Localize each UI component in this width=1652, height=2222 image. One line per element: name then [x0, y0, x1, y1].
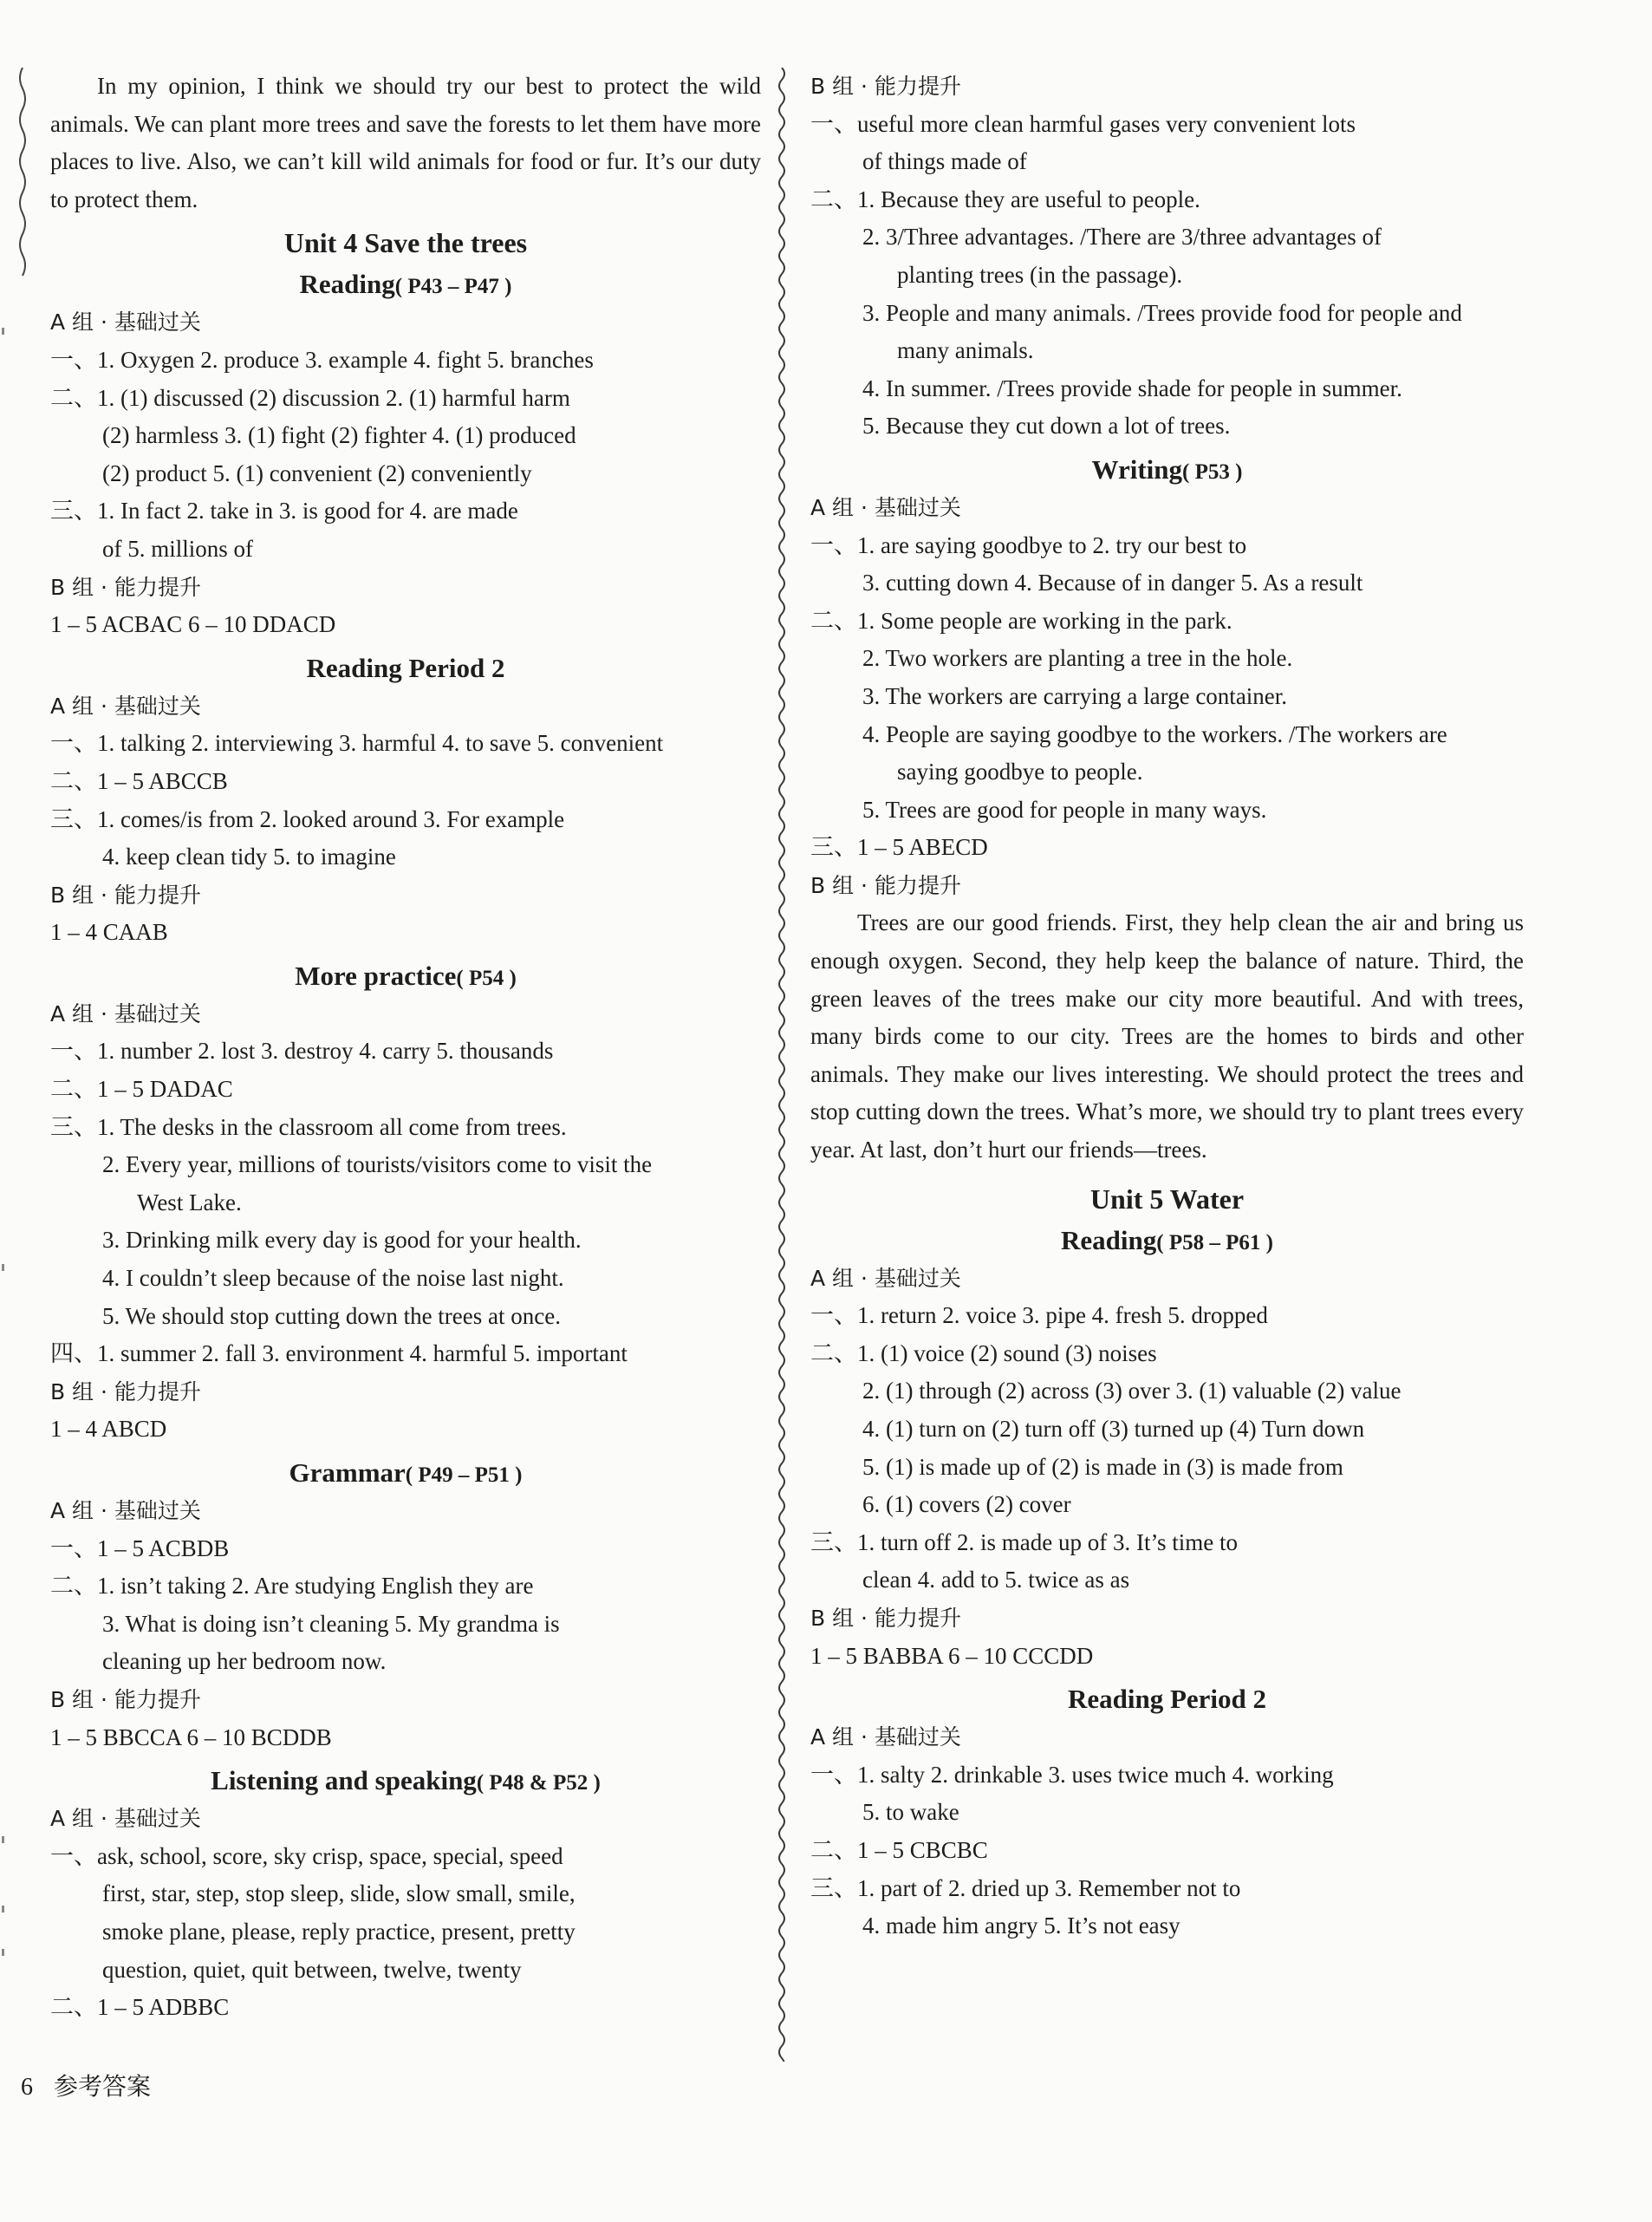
answer-text: 1. salty 2. drinkable 3. uses twice much 4. working [857, 1761, 1334, 1788]
answer-row [50, 1033, 761, 1071]
answer-row [810, 295, 1524, 333]
answer-text: 1. are saying goodbye to 2. try our best to [857, 531, 1247, 558]
group-label-a: A 组 · 基础过关 [50, 1498, 201, 1523]
answer-text: 1 – 5 ABCCB [97, 767, 228, 794]
answer-row [810, 370, 1524, 408]
group-label-b: B 组 · 能力提升 [50, 882, 201, 908]
item-number: 一、 [50, 1038, 97, 1065]
answer-row [50, 455, 761, 493]
group-label-a: A 组 · 基础过关 [50, 1000, 201, 1026]
section-pages: ( P58 – P61 ) [1156, 1230, 1273, 1254]
answer-text: 1 – 4 ABCD [50, 1416, 167, 1443]
answer-row [50, 1222, 761, 1260]
section-title-text: More practice [295, 960, 457, 991]
answer-row [50, 492, 761, 531]
group-label-a: A 组 · 基础过关 [810, 1265, 961, 1291]
section-title-listening [50, 1756, 761, 1800]
answer-row [810, 1907, 1524, 1945]
answer-text: 1 – 5 ACBDB [97, 1535, 230, 1561]
answer-text: 1. return 2. voice 3. pipe 4. fresh 5. dropped [857, 1302, 1268, 1329]
left-column [50, 68, 761, 2027]
answer-text: 1 – 5 ABECD [857, 834, 988, 861]
answer-row [50, 417, 761, 455]
right-column [810, 68, 1524, 1945]
group-label-a: A 组 · 基础过关 [50, 1806, 201, 1832]
answer-text: 2. (1) through (2) across (3) over 3. (1) valuable (2) value [862, 1378, 1402, 1404]
answer-text: 1. isn’t taking 2. Are studying English they are [97, 1573, 534, 1600]
answer-text: of things made of [862, 148, 1027, 175]
answer-row [810, 527, 1524, 565]
section-title-reading-period-2: Reading Period 2 [306, 652, 505, 683]
answer-row [810, 143, 1524, 181]
item-number: 二、 [810, 1836, 857, 1863]
answer-text: 4. keep clean tidy 5. to imagine [102, 844, 396, 870]
answer-row [810, 407, 1524, 446]
section-pages: ( P48 & P52 ) [476, 1771, 601, 1795]
group-label-b: B 组 · 能力提升 [50, 1378, 201, 1404]
answer-text: 3. The workers are carrying a large container. [862, 682, 1288, 709]
answer-text: 3. People and many animals. /Trees provide food for people and [862, 299, 1462, 326]
answer-row [50, 1719, 761, 1757]
answer-row [50, 1335, 761, 1373]
answer-row [810, 1411, 1524, 1449]
item-number: 三、 [810, 1874, 857, 1901]
section-title-grammar [50, 1449, 761, 1492]
answer-row [50, 1989, 761, 2027]
answer-text: 5. We should stop cutting down the trees at once. [102, 1302, 561, 1329]
answer-text: 1. Some people are working in the park. [857, 607, 1232, 634]
answer-text: 1. (1) discussed (2) discussion 2. (1) harmful harm [97, 384, 570, 411]
answer-row [810, 332, 1524, 370]
answer-row [810, 1297, 1524, 1335]
answer-row [50, 1411, 761, 1449]
answer-row [50, 1643, 761, 1681]
section-title-text: Writing [1091, 453, 1183, 485]
answer-row [810, 1794, 1524, 1832]
answer-text: 4. I couldn’t sleep because of the noise last night. [102, 1265, 564, 1292]
item-number: 一、 [50, 730, 97, 757]
answer-text: first, star, step, stop sleep, slide, slow small, smile, [102, 1880, 576, 1907]
answer-text: 1. summer 2. fall 3. environment 4. harmful 5. important [97, 1340, 628, 1367]
item-number: 三、 [810, 1528, 857, 1555]
section-title-reading-period-2: Reading Period 2 [1067, 1684, 1267, 1715]
answer-row [50, 1298, 761, 1336]
left-edge-marks [0, 68, 31, 2062]
item-number: 三、 [50, 1113, 97, 1140]
group-label-b: B 组 · 能力提升 [810, 872, 961, 898]
group-label-a: A 组 · 基础过关 [810, 1724, 961, 1750]
answer-row [50, 1530, 761, 1568]
section-title-text: Listening and speaking [211, 1765, 477, 1796]
answer-text: 1 – 5 BBCCA 6 – 10 BCDDB [50, 1724, 332, 1750]
section-pages: ( P53 ) [1182, 459, 1243, 484]
answer-text: 1 – 5 DADAC [97, 1076, 233, 1103]
answer-row [810, 1486, 1524, 1524]
answer-text: smoke plane, please, reply practice, present, pretty [102, 1918, 576, 1945]
item-number: 二、 [810, 1339, 857, 1366]
unit4-title: Unit 4 Save the trees [283, 227, 528, 259]
answer-row [50, 1838, 761, 1876]
answer-row [810, 716, 1524, 754]
answer-row [810, 1335, 1524, 1373]
answer-text: 1. comes/is from 2. looked around 3. For example [97, 805, 565, 832]
item-number: 一、 [50, 1842, 97, 1869]
answer-text: cleaning up her bedroom now. [102, 1648, 387, 1675]
answer-text: (2) harmless 3. (1) fight (2) fighter 4. (1) produced [102, 422, 576, 449]
answer-text: 1 – 5 BABBA 6 – 10 CCCDD [810, 1642, 1094, 1669]
answer-row [50, 725, 761, 763]
answer-text: 2. Every year, millions of tourists/visitors come to visit the [102, 1151, 653, 1178]
answer-row [50, 838, 761, 876]
answer-row [810, 564, 1524, 603]
answer-row [50, 1260, 761, 1298]
answer-text: 3. Drinking milk every day is good for your health. [102, 1227, 582, 1254]
answer-text: 5. (1) is made up of (2) is made in (3) is made from [862, 1453, 1343, 1480]
item-number: 二、 [50, 767, 97, 794]
section-title-reading [50, 260, 761, 303]
group-label-b: B 组 · 能力提升 [50, 1686, 201, 1712]
answer-text: planting trees (in the passage). [897, 261, 1183, 288]
answer-text: 1 – 4 CAAB [50, 919, 168, 946]
answer-text: 1. The desks in the classroom all come from trees. [97, 1113, 567, 1140]
answer-text: 2. 3/Three advantages. /There are 3/three advantages of [862, 224, 1382, 251]
answer-row [810, 1449, 1524, 1487]
answer-row [810, 753, 1524, 792]
answer-text: 1. Because they are useful to people. [857, 186, 1200, 212]
answer-text: 1 – 5 CBCBC [857, 1836, 988, 1863]
group-label-a: A 组 · 基础过关 [810, 494, 961, 520]
section-title-writing [810, 446, 1524, 489]
answer-text: 1. In fact 2. take in 3. is good for 4. are made [97, 498, 518, 525]
answer-row [50, 801, 761, 839]
answer-row [50, 1913, 761, 1952]
answer-text: (2) product 5. (1) convenient (2) conveniently [102, 459, 532, 486]
item-number: 一、 [810, 110, 857, 137]
answer-row [810, 1524, 1524, 1562]
section-title-more-practice [50, 952, 761, 995]
answer-row [810, 181, 1524, 219]
answer-row [50, 1606, 761, 1644]
answer-text: 1 – 5 ADBBC [97, 1994, 230, 2021]
answer-text: West Lake. [137, 1189, 242, 1215]
answer-row [50, 1875, 761, 1913]
section-title-reading [810, 1216, 1524, 1260]
answer-row [50, 1184, 761, 1222]
answer-row [810, 1561, 1524, 1600]
answer-row [810, 1756, 1524, 1795]
answer-row [810, 829, 1524, 867]
group-label-a: A 组 · 基础过关 [50, 310, 201, 336]
essay-paragraph: Trees are our good friends. First, they help clean the air and bring us enough oxygen. Second, they help keep the balance of nature. Third, the green leaves of the trees make our city more beautiful. And with trees, many birds come to our city. Trees are the homes to birds and other animals. They make our lives interesting. We should protect the trees and stop cutting down the trees. What’s more, we should try to plant trees every year. At last, don’t hurt our friends—trees. [810, 909, 1524, 1163]
section-pages: ( P43 – P47 ) [394, 275, 512, 299]
answer-row [810, 257, 1524, 295]
answer-row [50, 531, 761, 569]
answer-text: of 5. millions of [102, 535, 253, 562]
answer-text: 5. to wake [862, 1799, 959, 1826]
group-label-a: A 组 · 基础过关 [50, 693, 201, 719]
answer-row [810, 106, 1524, 144]
item-number: 四、 [50, 1340, 97, 1367]
answer-row [50, 1071, 761, 1109]
answer-text: saying goodbye to people. [897, 759, 1143, 785]
item-number: 一、 [50, 346, 97, 373]
item-number: 二、 [50, 384, 97, 411]
answer-text: 1. part of 2. dried up 3. Remember not to [857, 1874, 1241, 1901]
answer-text: useful more clean harmful gases very convenient lots [857, 110, 1356, 137]
section-pages: ( P54 ) [456, 966, 517, 990]
answer-text: ask, school, score, sky crisp, space, special, speed [97, 1842, 563, 1869]
answer-text: 6. (1) covers (2) cover [862, 1491, 1071, 1518]
answer-row [810, 1870, 1524, 1908]
answer-row [50, 763, 761, 801]
answer-row [810, 1832, 1524, 1870]
answer-text: 1. turn off 2. is made up of 3. It’s time to [857, 1528, 1238, 1555]
answer-row [50, 1567, 761, 1606]
item-number: 三、 [50, 498, 97, 525]
item-number: 三、 [810, 834, 857, 861]
section-title-text: Reading [299, 269, 395, 300]
answer-row [810, 640, 1524, 678]
answer-text: clean 4. add to 5. twice as as [862, 1567, 1130, 1593]
answer-row [810, 1372, 1524, 1411]
answer-text: 4. made him angry 5. It’s not easy [862, 1912, 1180, 1939]
section-pages: ( P49 – P51 ) [405, 1463, 523, 1487]
answer-row [50, 342, 761, 380]
answer-row [50, 914, 761, 952]
answer-text: 4. People are saying goodbye to the workers. /The workers are [862, 720, 1447, 747]
answer-text: 1 – 5 ACBAC 6 – 10 DDACD [50, 611, 336, 638]
item-number: 二、 [810, 186, 857, 212]
answer-row [50, 1952, 761, 1990]
answer-text: 4. In summer. /Trees provide shade for people in summer. [862, 375, 1402, 401]
answer-row [50, 606, 761, 644]
answer-text: 5. Trees are good for people in many ways. [862, 796, 1267, 823]
answer-text: 3. What is doing isn’t cleaning 5. My grandma is [102, 1610, 560, 1637]
answer-text: 1. number 2. lost 3. destroy 4. carry 5. thousands [97, 1038, 554, 1065]
footer-label: 参考答案 [54, 2072, 152, 2101]
group-label-b: B 组 · 能力提升 [810, 74, 961, 99]
answer-text: 3. cutting down 4. Because of in danger 5. As a result [862, 570, 1363, 596]
group-label-b: B 组 · 能力提升 [50, 574, 201, 600]
group-label-b: B 组 · 能力提升 [810, 1605, 961, 1631]
answer-row [810, 603, 1524, 641]
section-title-text: Reading [1061, 1224, 1157, 1255]
intro-paragraph: In my opinion, I think we should try our best to protect the wild animals. We can plant more trees and save the forests to let them have more places to live. Also, we can’t kill wild animals for food or fur. It’s our duty to protect them. [50, 73, 761, 212]
item-number: 三、 [50, 805, 97, 832]
answer-row [50, 380, 761, 418]
page-number: 6 [21, 2074, 33, 2101]
answer-text: 4. (1) turn on (2) turn off (3) turned up (4) Turn down [862, 1416, 1365, 1442]
answer-row [810, 218, 1524, 257]
page-footer [21, 2068, 172, 2102]
answer-row [50, 1146, 761, 1184]
answer-text: many animals. [897, 337, 1034, 364]
answer-text: 1. (1) voice (2) sound (3) noises [857, 1339, 1157, 1366]
column-divider [770, 68, 794, 2062]
answer-row [810, 1638, 1524, 1676]
item-number: 一、 [50, 1535, 97, 1561]
answer-text: 1. Oxygen 2. produce 3. example 4. fight 5. branches [97, 346, 594, 373]
item-number: 二、 [50, 1076, 97, 1103]
answer-text: 2. Two workers are planting a tree in the hole. [862, 645, 1293, 672]
item-number: 二、 [50, 1573, 97, 1600]
answer-row [810, 792, 1524, 830]
item-number: 一、 [810, 1761, 857, 1788]
answer-text: 1. talking 2. interviewing 3. harmful 4. to save 5. convenient [97, 730, 664, 757]
section-title-text: Grammar [289, 1457, 406, 1488]
answer-row [50, 1109, 761, 1147]
answer-text: 5. Because they cut down a lot of trees. [862, 413, 1231, 440]
item-number: 二、 [810, 607, 857, 634]
item-number: 一、 [810, 531, 857, 558]
unit5-title: Unit 5 Water [1089, 1183, 1245, 1215]
answer-row [810, 678, 1524, 716]
answer-text: question, quiet, quit between, twelve, twenty [102, 1956, 522, 1983]
item-number: 二、 [50, 1994, 97, 2021]
item-number: 一、 [810, 1302, 857, 1329]
